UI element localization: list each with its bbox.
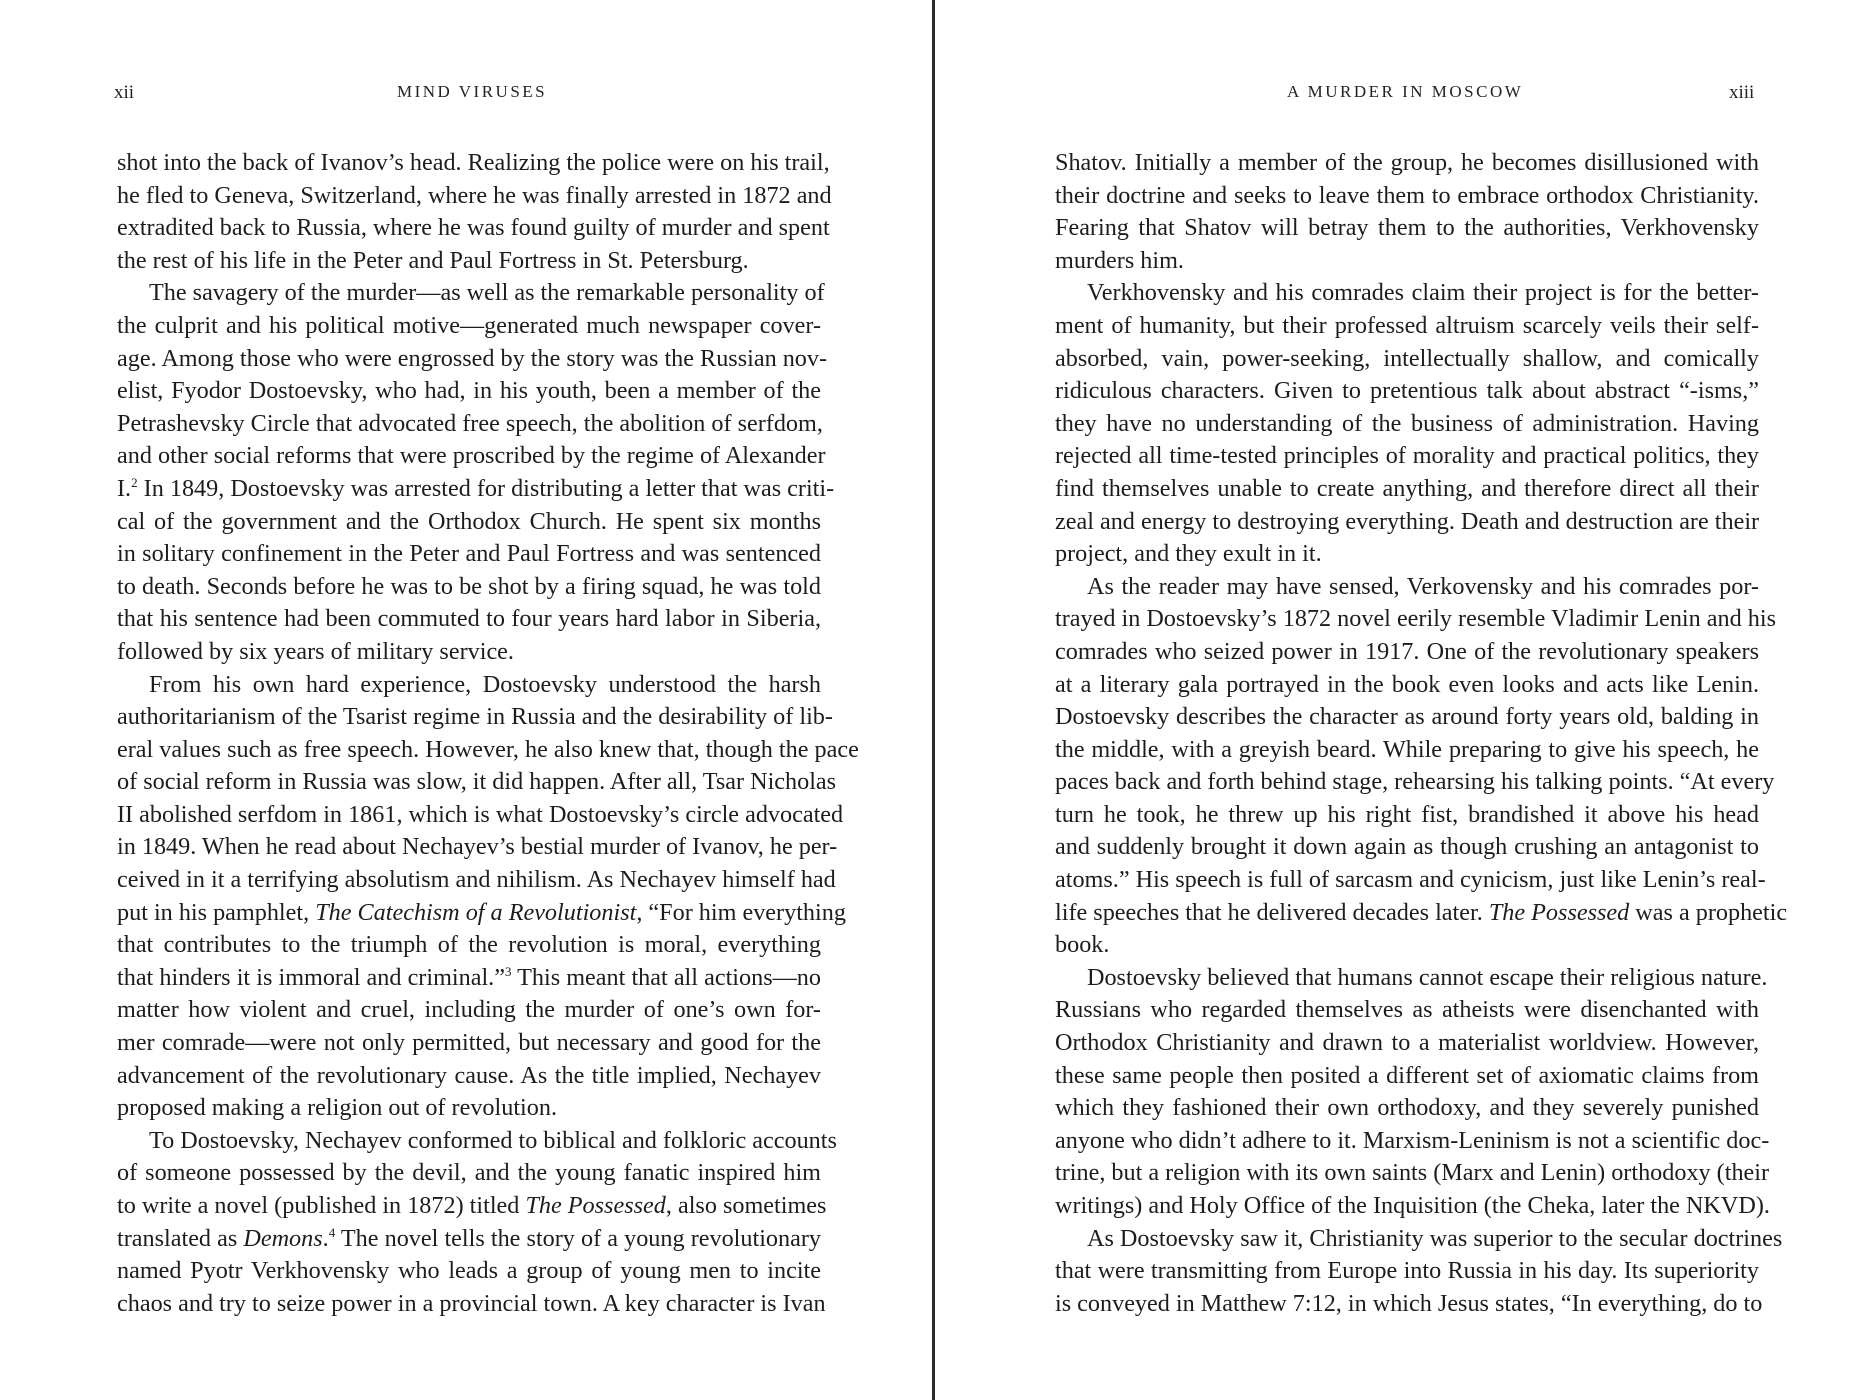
text-run: and suddenly brought it down again as though crushing an antagonist to (1055, 833, 1759, 861)
text-line (1055, 1092, 1759, 1125)
text-line (117, 864, 836, 897)
text-line (117, 147, 830, 180)
text-line (117, 1223, 821, 1256)
text-run: From his own hard experience, Dostoevsky understood the harsh (149, 670, 821, 698)
text-run: put in his pamphlet, (117, 898, 316, 926)
text-line (1055, 897, 1788, 930)
text-line (117, 375, 821, 408)
text-line (1055, 864, 1766, 897)
text-run: that his sentence had been commuted to four years hard labor in Siberia, (117, 605, 821, 633)
text-run: advancement of the revolutionary cause. As the title implied, Nechayev (117, 1061, 821, 1089)
text-line (117, 277, 825, 310)
text-line (117, 1092, 821, 1125)
footnote-marker: 2 (131, 474, 138, 490)
text-run: followed by six years of military service. (117, 637, 514, 665)
page-number: xii (114, 82, 135, 103)
text-line (117, 1125, 837, 1158)
text-line (117, 636, 821, 669)
text-line (1055, 147, 1759, 180)
text-run: to write a novel (published in 1872) titled (117, 1192, 526, 1219)
text-run: the middle, with a greyish beard. While preparing to give his speech, he (1055, 735, 1759, 763)
text-run: project, and they exult in it. (1055, 540, 1322, 568)
text-run: ment of humanity, but their professed altruism scarcely veils their self- (1055, 311, 1759, 339)
text-run: Russians who regarded themselves as atheists were disenchanted with (1055, 996, 1759, 1024)
text-run: The savagery of the murder—as well as the remarkable personality of (149, 279, 825, 307)
text-run: cal of the government and the Orthodox Church. He spent six months (117, 507, 821, 535)
text-line (117, 310, 821, 343)
text-line (117, 180, 832, 213)
text-line (1055, 1190, 1770, 1223)
text-run: This meant that all actions—no (511, 963, 821, 991)
text-run: matter how violent and cruel, including the murder of one’s own for- (117, 996, 821, 1024)
left-page (0, 0, 932, 1400)
text-line (117, 1255, 821, 1288)
text-run: anyone who didn’t adhere to it. Marxism-Leninism is not a scientific doc- (1055, 1126, 1770, 1154)
text-line (1055, 994, 1759, 1027)
text-line (1055, 962, 1768, 995)
text-run: chaos and try to seize power in a provincial town. A key character is Ivan (117, 1289, 826, 1317)
text-line (1055, 506, 1759, 539)
running-head: A MURDER IN MOSCOW (1287, 82, 1524, 101)
text-line (1055, 375, 1759, 408)
text-run: atoms.” His speech is full of sarcasm and cynicism, just like Lenin’s real- (1055, 866, 1766, 894)
text-line (1055, 603, 1776, 636)
text-run: was a prophetic (1629, 898, 1788, 926)
text-line (117, 929, 821, 962)
text-line (1055, 343, 1759, 376)
text-run: The novel tells the story of a young revolutionary (335, 1224, 821, 1252)
italic-title: The Possessed (1488, 898, 1630, 926)
text-line (1055, 1060, 1759, 1093)
text-line (1055, 1157, 1770, 1190)
text-line (117, 212, 830, 245)
text-run: I. (117, 474, 132, 502)
text-run: , “For him everything (636, 898, 846, 926)
text-line (117, 766, 837, 799)
text-run: book. (1055, 931, 1110, 959)
text-run: trayed in Dostoevsky’s 1872 novel eerily resemble Vladimir Lenin and his (1055, 605, 1776, 633)
text-line (1055, 1288, 1763, 1321)
text-line (117, 1190, 827, 1223)
footnote-marker: 3 (504, 963, 512, 979)
text-run: at a literary gala portrayed in the book even looks and acts like Lenin. (1055, 670, 1759, 698)
text-run: translated as (117, 1224, 244, 1252)
text-run: murders him. (1055, 246, 1184, 274)
text-line (117, 571, 821, 604)
text-run: which they fashioned their own orthodoxy, and they severely punished (1055, 1094, 1759, 1122)
text-line (117, 473, 835, 506)
text-run: ceived in it a terrifying absolutism and nihilism. As Nechayev himself had (117, 866, 836, 894)
text-line (1055, 180, 1759, 213)
text-run: they have no understanding of the business of administration. Having (1055, 409, 1759, 437)
text-run: that hinders it is immoral and criminal.” (117, 963, 505, 991)
text-line (1055, 473, 1759, 506)
text-line (1055, 212, 1759, 245)
text-run: in solitary confinement in the Peter and Paul Fortress and was sentenced (117, 540, 821, 568)
text-run: rejected all time-tested principles of morality and practical politics, they (1055, 442, 1759, 470)
text-line (1055, 1027, 1759, 1060)
text-run: that were transmitting from Europe into Russia in his day. Its superiority (1055, 1257, 1759, 1285)
text-line (117, 994, 821, 1027)
text-line (117, 1027, 821, 1060)
text-line (1055, 1223, 1783, 1256)
text-run: of social reform in Russia was slow, it did happen. After all, Tsar Nicholas (117, 768, 837, 796)
text-line (117, 734, 859, 767)
text-line (117, 962, 821, 995)
text-line (1055, 701, 1759, 734)
text-run: absorbed, vain, power-seeking, intellectually shallow, and comically (1055, 344, 1759, 372)
running-head: MIND VIRUSES (397, 82, 548, 101)
text-run: As the reader may have sensed, Verkovensky and his comrades por- (1087, 572, 1759, 600)
text-run: trine, but a religion with its own saints (Marx and Lenin) orthodoxy (their (1055, 1159, 1770, 1187)
text-line (1055, 538, 1759, 571)
text-run: that contributes to the triumph of the revolution is moral, everything (117, 931, 821, 959)
text-run: Dostoevsky believed that humans cannot escape their religious nature. (1087, 963, 1768, 991)
text-run: . (322, 1224, 329, 1252)
text-run: Verkhovensky and his comrades claim their project is for the better- (1087, 279, 1759, 307)
text-line (117, 245, 821, 278)
text-run: Fearing that Shatov will betray them to the authorities, Verkhovensky (1055, 214, 1759, 242)
text-run: Orthodox Christianity and drawn to a materialist worldview. However, (1055, 1029, 1759, 1057)
text-run: Dostoevsky describes the character as around forty years old, balding in (1055, 703, 1759, 731)
text-line (117, 799, 844, 832)
text-run: Petrashevsky Circle that advocated free speech, the abolition of serfdom, (117, 409, 823, 437)
text-line (1055, 636, 1759, 669)
italic-title: The Catechism of a Revolutionist (315, 898, 637, 926)
page-number: xiii (1729, 82, 1755, 103)
text-line (117, 408, 821, 441)
text-run: and other social reforms that were proscribed by the regime of Alexander (117, 442, 826, 470)
text-line (117, 603, 821, 636)
text-run: II abolished serfdom in 1861, which is what Dostoevsky’s circle advocated (117, 800, 844, 828)
text-run: to death. Seconds before he was to be shot by a firing squad, he was told (117, 572, 821, 600)
text-run: proposed making a religion out of revolution. (117, 1094, 557, 1122)
text-run: the rest of his life in the Peter and Paul Fortress in St. Petersburg. (117, 246, 749, 274)
text-line (117, 897, 846, 930)
italic-title: The Possessed (525, 1192, 666, 1219)
text-line (1055, 440, 1759, 473)
text-line (1055, 1125, 1770, 1158)
text-line (1055, 669, 1759, 702)
text-line (1055, 799, 1759, 832)
text-run: authoritarianism of the Tsarist regime in Russia and the desirability of lib- (117, 703, 833, 731)
text-run: ridiculous characters. Given to pretentious talk about abstract “-isms,” (1055, 377, 1759, 405)
text-run: In 1849, Dostoevsky was arrested for distributing a letter that was criti- (137, 474, 835, 502)
text-line (117, 343, 828, 376)
text-line (117, 506, 821, 539)
text-line (1055, 408, 1759, 441)
text-run: the culprit and his political motive—generated much newspaper cover- (117, 311, 821, 339)
text-run: named Pyotr Verkhovensky who leads a group of young men to incite (117, 1257, 821, 1285)
text-line (1055, 1255, 1759, 1288)
text-run: life speeches that he delivered decades later. (1055, 898, 1489, 926)
text-run: writings) and Holy Office of the Inquisition (the Cheka, later the NKVD). (1055, 1192, 1770, 1219)
text-line (117, 1060, 821, 1093)
text-line (117, 1288, 826, 1321)
text-run: find themselves unable to create anything, and therefore direct all their (1055, 474, 1759, 502)
text-run: eral values such as free speech. However, he also knew that, though the pace (117, 735, 859, 763)
body-text (1055, 147, 1788, 1320)
text-run: he fled to Geneva, Switzerland, where he was finally arrested in 1872 and (117, 181, 832, 209)
italic-title: Demons (243, 1224, 323, 1252)
text-run: comrades who seized power in 1917. One of the revolutionary speakers (1055, 637, 1759, 665)
text-run: of someone possessed by the devil, and the young fanatic inspired him (117, 1159, 821, 1187)
text-run: paces back and forth behind stage, rehearsing his talking points. “At every (1055, 768, 1775, 796)
text-run: Shatov. Initially a member of the group, he becomes disillusioned with (1055, 149, 1759, 176)
text-line (1055, 245, 1759, 278)
text-line (117, 1157, 821, 1190)
text-run: in 1849. When he read about Nechayev’s bestial murder of Ivanov, he per- (117, 833, 838, 861)
text-line (1055, 571, 1759, 604)
text-run: extradited back to Russia, where he was found guilty of murder and spent (117, 214, 830, 242)
text-run: their doctrine and seeks to leave them to embrace orthodox Christianity. (1055, 181, 1759, 209)
text-line (117, 440, 826, 473)
text-line (117, 701, 833, 734)
text-run: shot into the back of Ivanov’s head. Realizing the police were on his trail, (117, 149, 830, 176)
text-line (117, 538, 821, 571)
text-line (1055, 310, 1759, 343)
text-line (117, 669, 821, 702)
text-run: elist, Fyodor Dostoevsky, who had, in his youth, been a member of the (117, 377, 821, 405)
text-run: age. Among those who were engrossed by the story was the Russian nov- (117, 344, 828, 372)
text-line (1055, 766, 1775, 799)
text-run: mer comrade—were not only permitted, but necessary and good for the (117, 1029, 821, 1057)
text-run: is conveyed in Matthew 7:12, in which Jesus states, “In everything, do to (1055, 1289, 1763, 1317)
text-line (1055, 831, 1759, 864)
text-run: turn he took, he threw up his right fist, brandished it above his head (1055, 800, 1759, 828)
text-line (1055, 734, 1759, 767)
text-run: As Dostoevsky saw it, Christianity was superior to the secular doctrines (1087, 1224, 1783, 1252)
text-run: these same people then posited a different set of axiomatic claims from (1055, 1061, 1759, 1089)
text-line (117, 831, 838, 864)
right-page (935, 0, 1866, 1400)
text-run: To Dostoevsky, Nechayev conformed to biblical and folkloric accounts (149, 1126, 837, 1154)
text-run: zeal and energy to destroying everything. Death and destruction are their (1055, 507, 1760, 535)
text-line (1055, 277, 1759, 310)
text-run: , also sometimes (665, 1192, 827, 1219)
body-text (117, 147, 859, 1320)
text-line (1055, 929, 1759, 962)
footnote-marker: 4 (328, 1224, 336, 1240)
